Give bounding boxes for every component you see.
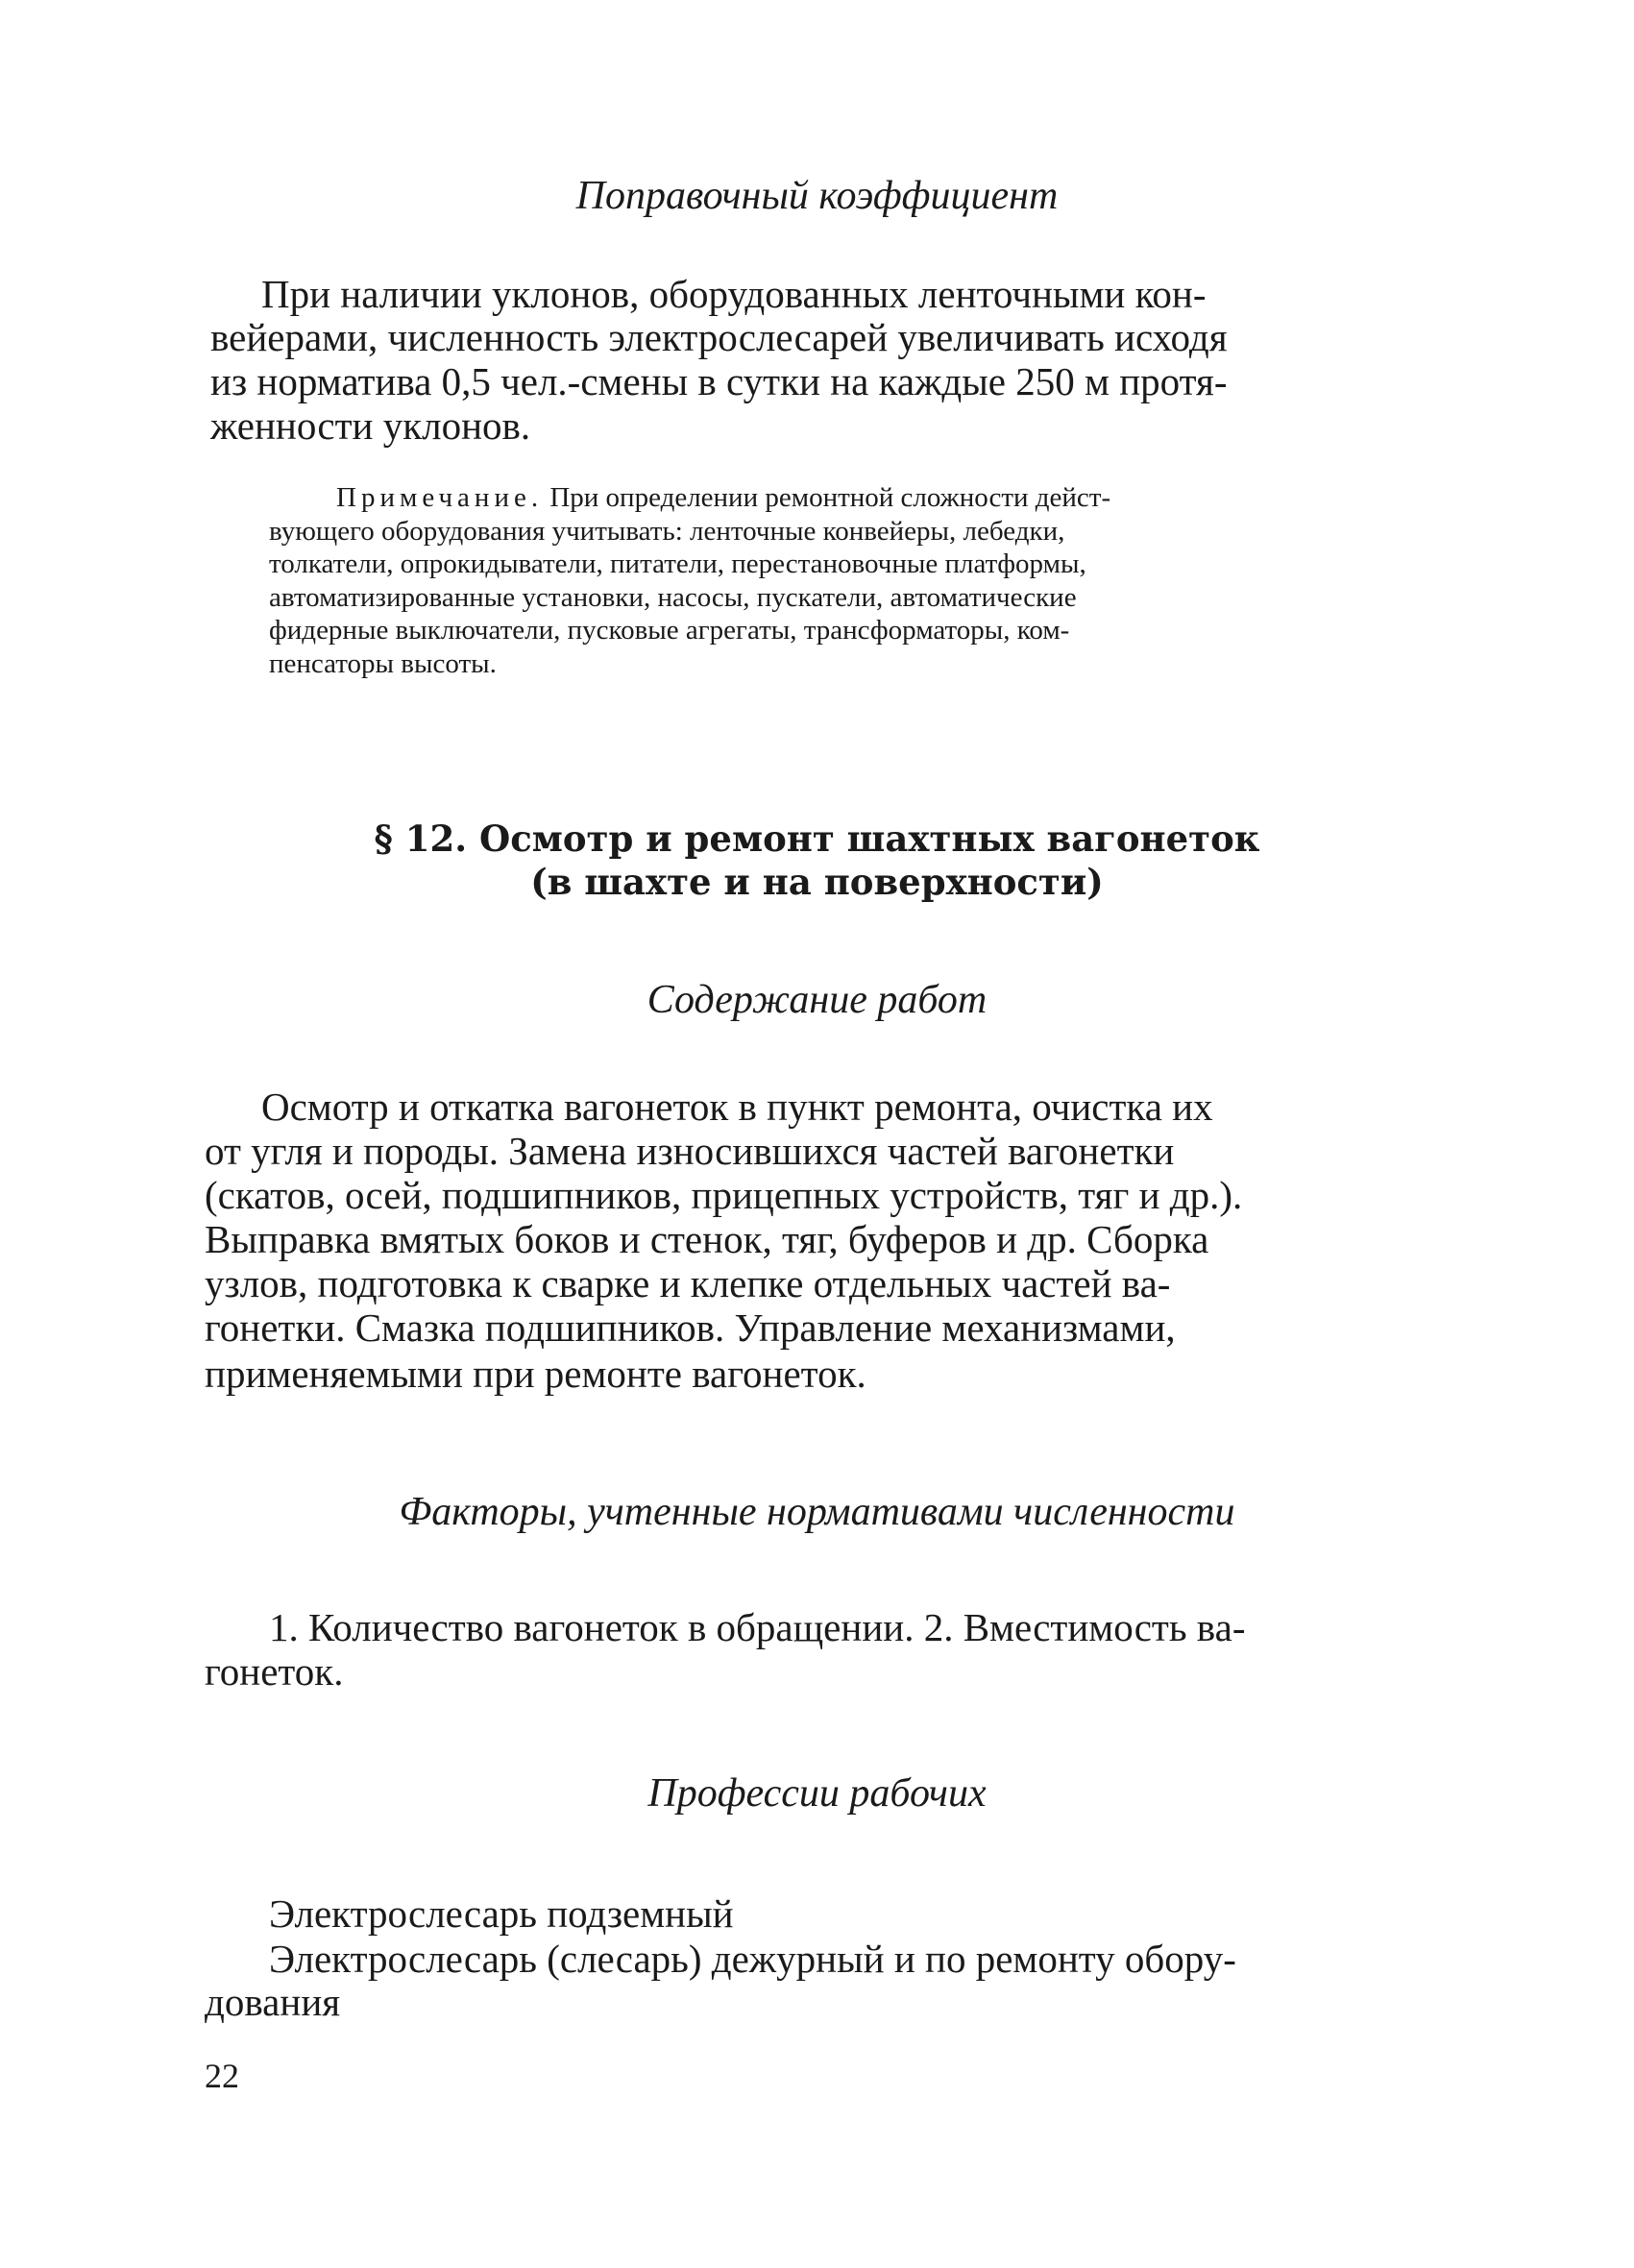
section-title-line-2: (в шахте и на поверхности) — [530, 861, 1104, 903]
factors-line-2: гонеток. — [205, 1649, 344, 1694]
profession-1: Электрослесарь подземный — [269, 1891, 734, 1936]
correction-line-2: вейерами, численность электрослесарей увеличивать исходя — [210, 315, 1228, 359]
content-line-2: от угля и породы. Замена износившихся частей вагонетки — [205, 1129, 1175, 1173]
note-line-5: фидерные выключатели, пусковые агрегаты, трансформаторы, ком- — [269, 615, 1070, 646]
content-line-1: Осмотр и откатка вагонеток в пункт ремонта, очистка их — [261, 1085, 1213, 1129]
correction-line-3: из норматива 0,5 чел.-смены в сутки на каждые 250 м протя- — [210, 359, 1228, 403]
content-of-work-heading: Содержание работ — [646, 978, 988, 1022]
section-title-line-1: § 12. Осмотр и ремонт шахтных вагонеток — [374, 817, 1260, 860]
correction-heading: Поправочный коэффициент — [575, 174, 1059, 218]
correction-line-1: При наличии уклонов, оборудованных ленточными кон- — [261, 272, 1207, 316]
note-line-1 — [336, 482, 1110, 514]
profession-2-line-1: Электрослесарь (слесарь) дежурный и по ремонту обору- — [269, 1937, 1236, 1981]
correction-line-4: женности уклонов. — [210, 403, 531, 448]
professions-heading: Профессии рабочих — [647, 1771, 987, 1816]
factors-line-1: 1. Количество вагонеток в обращении. 2. Вместимость ва- — [269, 1605, 1246, 1649]
note-label: Примечание. — [336, 482, 544, 513]
content-line-7: применяемыми при ремонте вагонеток. — [205, 1352, 866, 1396]
content-line-5: узлов, подготовка к сварке и клепке отдельных частей ва- — [205, 1261, 1171, 1305]
note-line-3: толкатели, опрокидыватели, питатели, перестановочные платформы, — [269, 549, 1086, 579]
note-line-1-text: При определении ремонтной сложности дейст- — [543, 482, 1111, 513]
note-line-6: пенсаторы высоты. — [269, 648, 497, 679]
note-line-2: вующего оборудования учитывать: ленточные конвейеры, лебедки, — [269, 516, 1065, 547]
page-number: 22 — [205, 2057, 239, 2095]
profession-2-line-2: дования — [205, 1980, 341, 2024]
content-line-3: (скатов, осей, подшипников, прицепных устройств, тяг и др.). — [205, 1173, 1243, 1217]
factors-heading: Факторы, учтенные нормативами численности — [399, 1490, 1235, 1534]
note-line-4: автоматизированные установки, насосы, пускатели, автоматические — [269, 582, 1077, 613]
content-line-4: Выправка вмятых боков и стенок, тяг, буферов и др. Сборка — [205, 1217, 1209, 1261]
content-line-6: гонетки. Смазка подшипников. Управление механизмами, — [205, 1305, 1176, 1350]
